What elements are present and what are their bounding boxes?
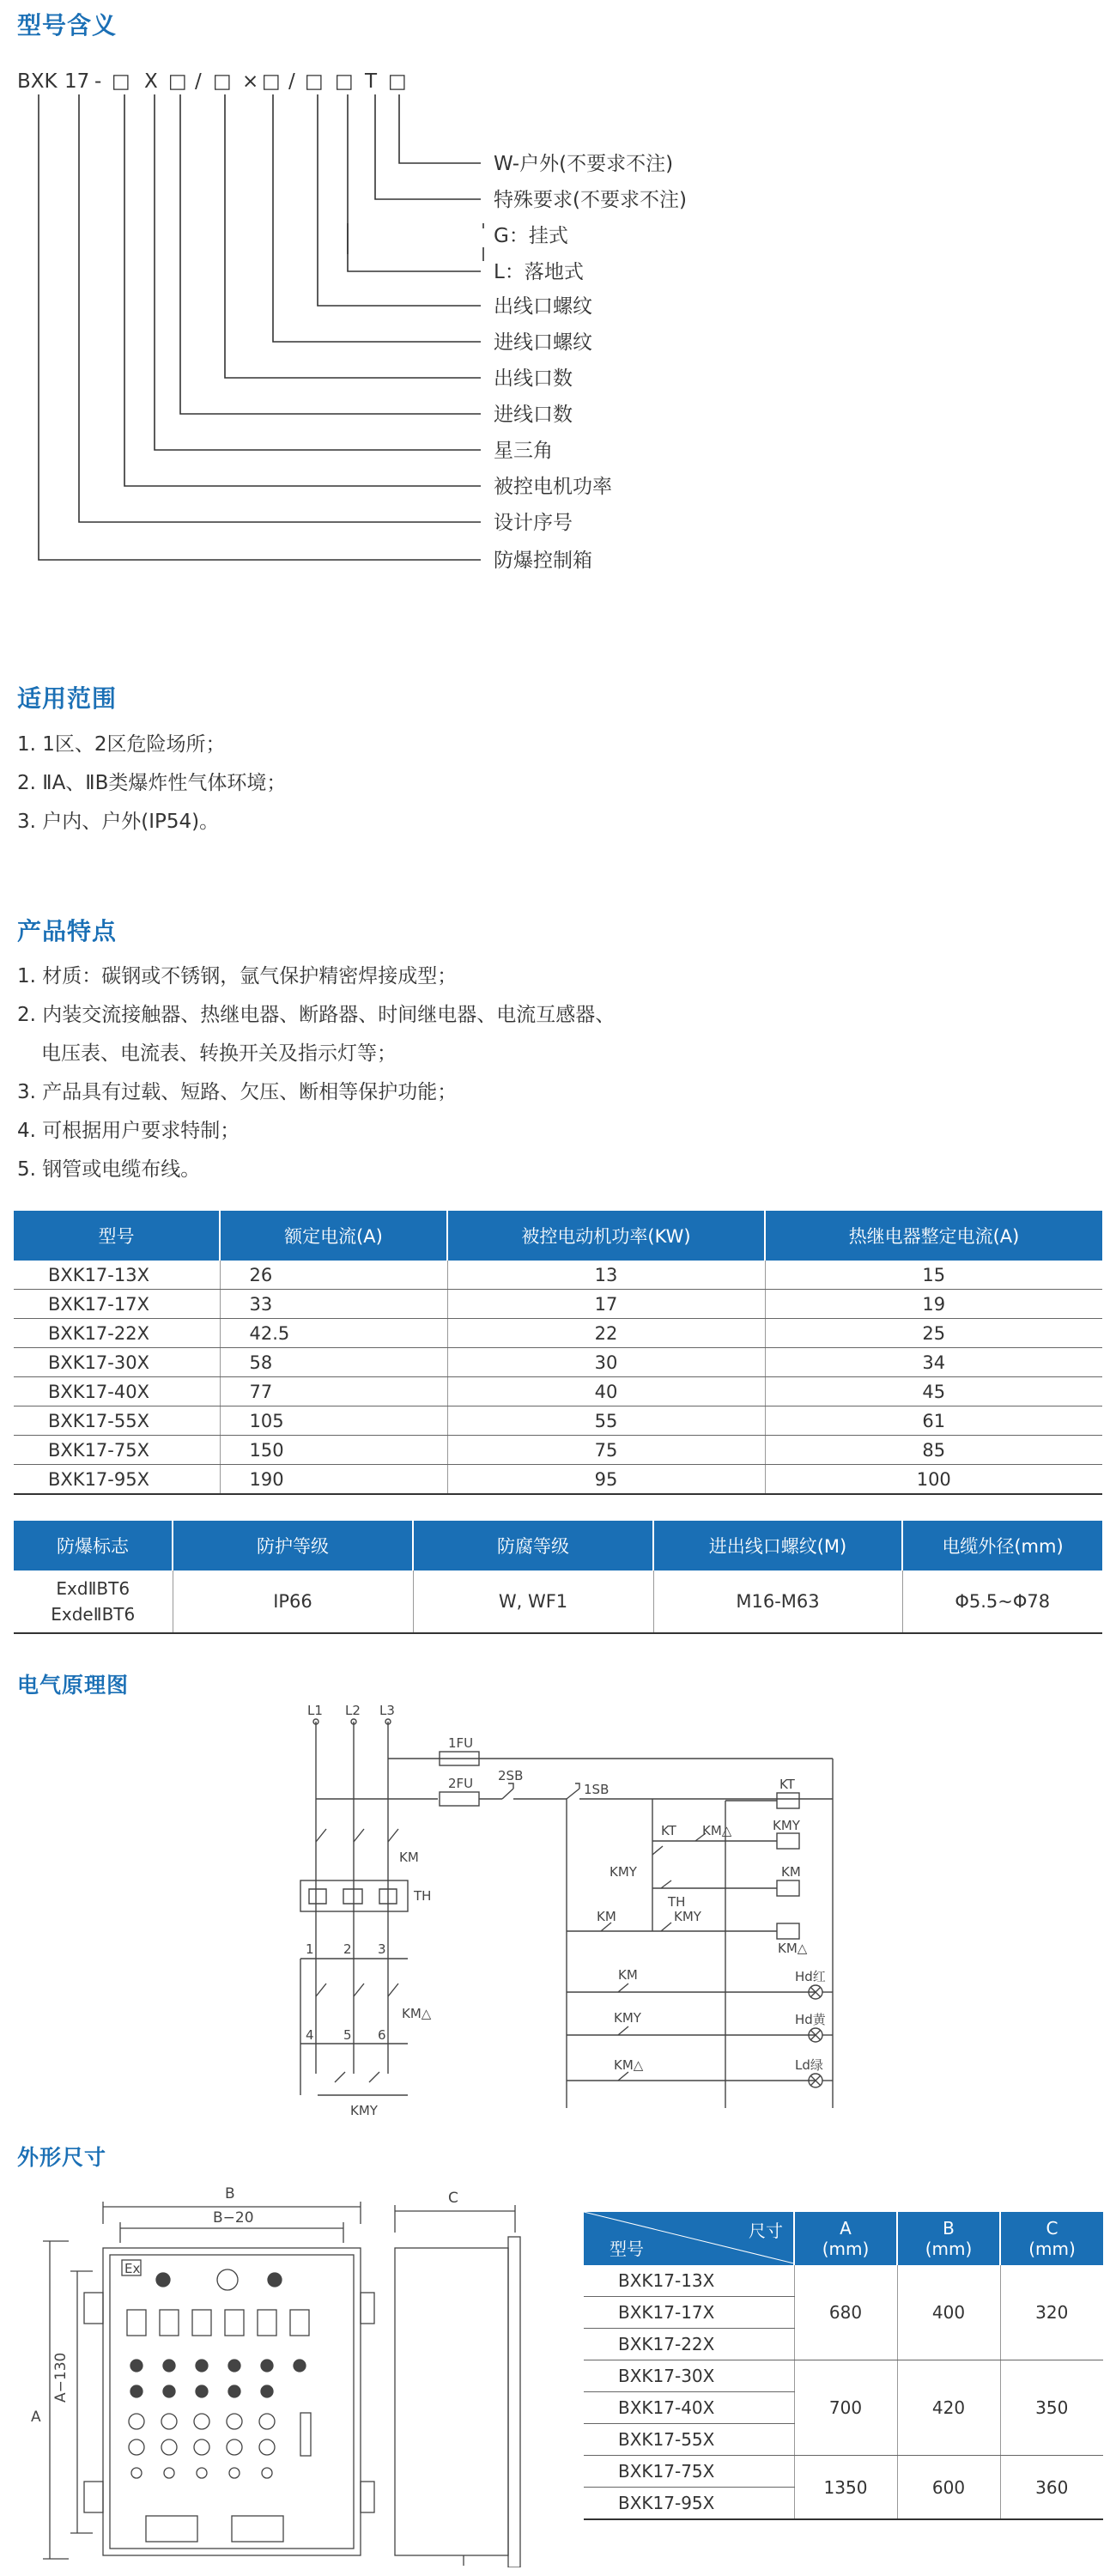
table-row [584, 2360, 1103, 2392]
cell-power: 30 [447, 1348, 765, 1377]
cell-relay: 34 [765, 1348, 1102, 1377]
code-part: X [144, 70, 158, 93]
cell-model: BXK17-30X [14, 1348, 220, 1377]
cell-b: 600 [897, 2456, 1000, 2520]
circuit-label: KMY [610, 1864, 637, 1880]
cell-model: BXK17-17X [14, 1290, 220, 1319]
model-label: 被控电机功率 [494, 476, 612, 498]
circuit-label: KM [399, 1850, 419, 1865]
code-part: □ [388, 70, 407, 93]
model-label: G：挂式 [494, 225, 568, 247]
cell-model: BXK17-17X [584, 2297, 794, 2329]
spec-table [14, 1211, 1102, 1495]
cell-current: 105 [220, 1406, 447, 1436]
spec-table-header [14, 1211, 1102, 1261]
circuit-label: 2SB [498, 1768, 524, 1783]
table-row [584, 2456, 1103, 2488]
header-cell: 额定电流(A) [220, 1211, 447, 1261]
cell-protection: IP66 [173, 1571, 413, 1633]
feature-item: 5. 钢管或电缆布线。 [17, 1158, 201, 1181]
feature-item: 2. 内装交流接触器、热继电器、断路器、时间继电器、电流互感器、 [17, 1004, 616, 1026]
cell-model: BXK17-95X [14, 1465, 220, 1495]
cell-power: 40 [447, 1377, 765, 1406]
feature-item: 1. 材质：碳钢或不锈钢，氩气保护精密焊接成型； [17, 965, 458, 987]
ex-label: Ex [124, 2261, 141, 2276]
model-code-diagram [0, 52, 773, 584]
code-part: - [94, 70, 102, 93]
cell-relay: 25 [765, 1319, 1102, 1348]
cell-a: 680 [794, 2265, 897, 2360]
cell-relay: 15 [765, 1261, 1102, 1290]
cell-model: BXK17-55X [14, 1406, 220, 1436]
cell-model: BXK17-13X [14, 1261, 220, 1290]
model-label: 进线口螺纹 [494, 331, 592, 354]
terminal-label: 4 [306, 2027, 314, 2043]
cell-power: 17 [447, 1290, 765, 1319]
section-circuit-title: 电气原理图 [17, 1673, 130, 1698]
circuit-label: KMY [614, 2010, 641, 2026]
circuit-label: KMY [674, 1909, 701, 1924]
cell-model: BXK17-55X [584, 2424, 794, 2456]
header-cell: 进出线口螺纹(M) [653, 1521, 902, 1571]
cell-b: 400 [897, 2265, 1000, 2360]
cell-current: 190 [220, 1465, 447, 1495]
circuit-label: KM△ [702, 1823, 732, 1838]
cell-model: BXK17-22X [584, 2329, 794, 2360]
table-row [14, 1261, 1102, 1290]
table-row [14, 1290, 1102, 1319]
header-cell-diagonal [584, 2212, 794, 2265]
cell-current: 150 [220, 1436, 447, 1465]
cell-cable: Φ5.5~Φ78 [902, 1571, 1102, 1633]
circuit-label: 2FU [448, 1776, 474, 1791]
header-cell: 被控电动机功率(KW) [447, 1211, 765, 1261]
header-cell-b [897, 2212, 1000, 2265]
code-part: □ [335, 70, 354, 93]
cell-model: BXK17-30X [584, 2360, 794, 2392]
circuit-label: KM△ [402, 2006, 432, 2021]
cell-current: 33 [220, 1290, 447, 1319]
model-label: 星三角 [494, 440, 553, 462]
cell-current: 26 [220, 1261, 447, 1290]
table-row [14, 1319, 1102, 1348]
header-cell: 防护等级 [173, 1521, 413, 1571]
scope-item: 2. ⅡA、ⅡB类爆炸性气体环境； [17, 772, 287, 794]
size-label: 尺寸 [749, 2221, 783, 2241]
scope-item: 3. 户内、户外(IP54)。 [17, 811, 220, 833]
table-row [14, 1348, 1102, 1377]
col-c: C [1046, 2218, 1058, 2239]
circuit-label: KM△ [778, 1941, 808, 1956]
cell-model: BXK17-40X [14, 1377, 220, 1406]
cell-thread: M16-M63 [653, 1571, 902, 1633]
cell-a: 1350 [794, 2456, 897, 2520]
cell-a: 700 [794, 2360, 897, 2456]
cell-model: BXK17-13X [584, 2265, 794, 2297]
ex-mark: ExdⅡBT6 [56, 1578, 130, 1599]
header-cell-a [794, 2212, 897, 2265]
circuit-label: KT [661, 1823, 676, 1838]
cell-relay: 85 [765, 1436, 1102, 1465]
table-row [14, 1571, 1102, 1633]
model-label: 出线口数 [494, 368, 573, 390]
model-label: 特殊要求(不要求不注) [494, 189, 687, 211]
scope-item: 1. 1区、2区危险场所； [17, 733, 226, 756]
cell-power: 55 [447, 1406, 765, 1436]
circuit-label: KT [779, 1777, 795, 1792]
protection-table-header [14, 1521, 1102, 1571]
circuit-label: KM [781, 1864, 801, 1880]
header-cell-c [1000, 2212, 1103, 2265]
section-scope-title: 适用范围 [17, 684, 118, 713]
code-part: □ [213, 70, 232, 93]
circuit-label: L3 [379, 1704, 395, 1718]
col-c-unit: (mm) [1028, 2239, 1076, 2259]
code-part: T [365, 70, 378, 93]
header-cell: 电缆外径(mm) [902, 1521, 1102, 1571]
code-part: / [195, 70, 202, 93]
circuit-label: KM [618, 1967, 638, 1983]
dim-label-a: A [31, 2409, 41, 2426]
code-part: □ [305, 70, 324, 93]
cell-corrosion: W, WF1 [413, 1571, 653, 1633]
code-part: / [288, 70, 295, 93]
cell-relay: 19 [765, 1290, 1102, 1319]
code-part: □ [112, 70, 130, 93]
code-part: BXK [17, 70, 58, 93]
terminal-label: 1 [306, 1941, 314, 1957]
terminal-label: 6 [378, 2027, 386, 2043]
table-row [14, 1436, 1102, 1465]
cell-model: BXK17-95X [584, 2488, 794, 2520]
terminal-label: 5 [343, 2027, 352, 2043]
circuit-label: 1FU [448, 1735, 474, 1751]
model-label: 防爆控制箱 [494, 550, 592, 572]
feature-item: 4. 可根据用户要求特制； [17, 1120, 240, 1142]
header-cell: 型号 [14, 1211, 220, 1261]
cell-c: 320 [1000, 2265, 1103, 2360]
enclosure-drawing [17, 2172, 567, 2567]
code-part: □ [168, 70, 187, 93]
cell-model: BXK17-22X [14, 1319, 220, 1348]
ex-mark: ExdeⅡBT6 [51, 1604, 136, 1625]
cell-c: 350 [1000, 2360, 1103, 2456]
circuit-label: 1SB [584, 1782, 610, 1797]
cell-power: 95 [447, 1465, 765, 1495]
cell-relay: 100 [765, 1465, 1102, 1495]
circuit-label: L1 [307, 1704, 323, 1718]
terminal-label: 2 [343, 1941, 352, 1957]
header-cell: 防腐等级 [413, 1521, 653, 1571]
header-cell: 防爆标志 [14, 1521, 173, 1571]
code-part: 17 [64, 70, 90, 93]
cell-b: 420 [897, 2360, 1000, 2456]
table-row [14, 1377, 1102, 1406]
dimension-table [584, 2212, 1103, 2520]
model-label: W-户外(不要求不注) [494, 153, 674, 175]
table-row [584, 2265, 1103, 2297]
cell-power: 75 [447, 1436, 765, 1465]
section-dimensions-title: 外形尺寸 [17, 2145, 107, 2170]
table-row [14, 1406, 1102, 1436]
circuit-label: KM△ [614, 2057, 644, 2073]
feature-item: 电压表、电流表、转换开关及指示灯等； [41, 1042, 397, 1065]
circuit-label: KMY [350, 2103, 378, 2118]
dim-label-b: B [225, 2185, 235, 2202]
circuit-label: KMY [773, 1818, 800, 1833]
circuit-label: TH [668, 1894, 686, 1910]
cell-current: 77 [220, 1377, 447, 1406]
header-cell: 热继电器整定电流(A) [765, 1211, 1102, 1261]
col-a: A [840, 2218, 852, 2239]
cell-model: BXK17-40X [584, 2392, 794, 2424]
circuit-label: TH [414, 1888, 432, 1904]
cell-c: 360 [1000, 2456, 1103, 2520]
code-part: × [242, 70, 259, 93]
circuit-diagram [283, 1704, 867, 2147]
circuit-label: L2 [345, 1704, 361, 1718]
model-label: 进线口数 [494, 404, 573, 426]
cell-current: 58 [220, 1348, 447, 1377]
cell-power: 22 [447, 1319, 765, 1348]
terminal-label: 3 [378, 1941, 386, 1957]
code-part: □ [262, 70, 281, 93]
col-b: B [943, 2218, 955, 2239]
model-label: L：落地式 [494, 261, 584, 283]
model-label: 型号 [610, 2239, 644, 2259]
cell-relay: 61 [765, 1406, 1102, 1436]
dim-label-b20: B−20 [213, 2209, 254, 2227]
circuit-label: Ld绿 [795, 2057, 823, 2073]
cell-model: BXK17-75X [584, 2456, 794, 2488]
circuit-label: KM [597, 1909, 616, 1924]
section-features-title: 产品特点 [17, 917, 118, 945]
dim-label-a130: A−130 [52, 2352, 70, 2403]
col-b-unit: (mm) [925, 2239, 973, 2259]
section-model-title: 型号含义 [17, 11, 118, 39]
table-row [14, 1465, 1102, 1495]
cell-power: 13 [447, 1261, 765, 1290]
model-label: 出线口螺纹 [494, 295, 592, 318]
feature-item: 3. 产品具有过载、短路、欠压、断相等保护功能； [17, 1081, 458, 1103]
cell-relay: 45 [765, 1377, 1102, 1406]
model-label: 设计序号 [494, 512, 573, 534]
circuit-label: Hd黄 [795, 2012, 826, 2027]
cell-current: 42.5 [220, 1319, 447, 1348]
cell-ex-marks [14, 1571, 173, 1633]
cell-model: BXK17-75X [14, 1436, 220, 1465]
dimension-table-header [584, 2212, 1103, 2265]
circuit-label: Hd红 [795, 1969, 826, 1984]
dim-label-c: C [448, 2190, 458, 2207]
col-a-unit: (mm) [822, 2239, 870, 2259]
protection-table [14, 1521, 1102, 1634]
